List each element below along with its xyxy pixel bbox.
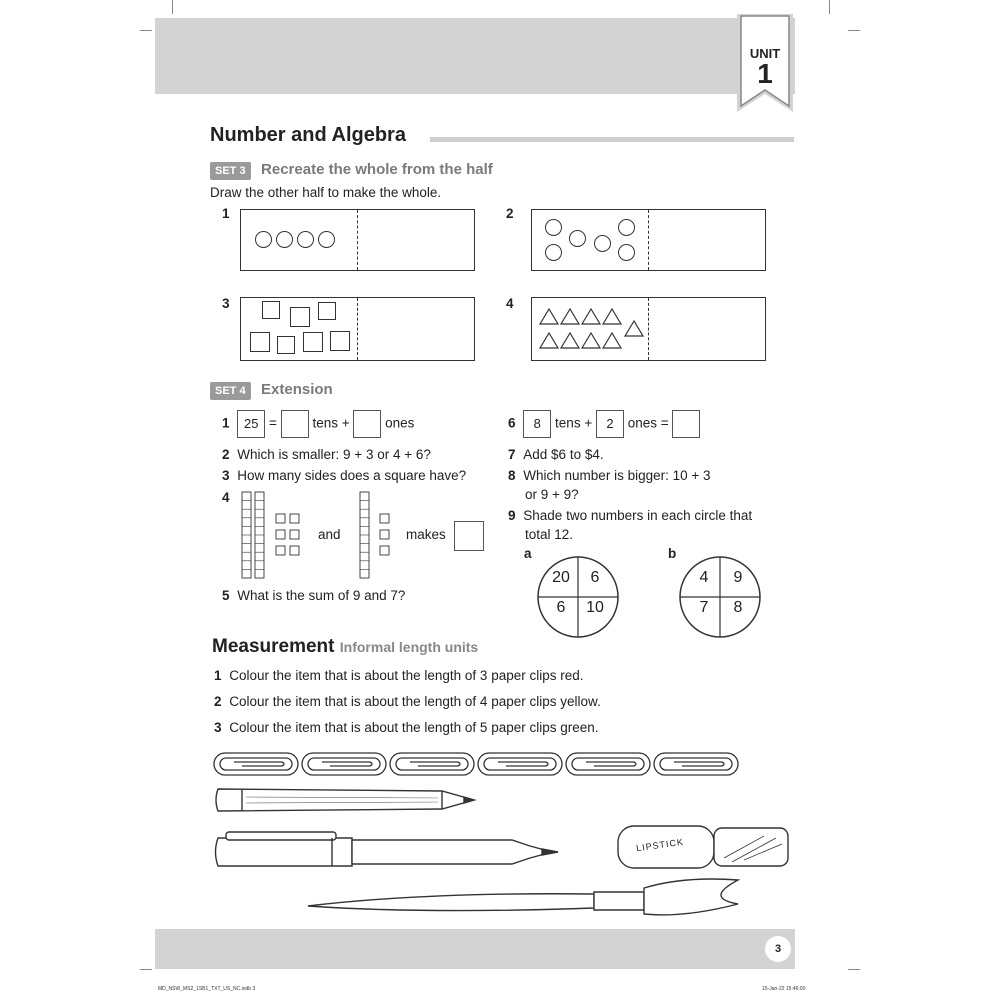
crop-mark [848,969,860,970]
half-drawing-box[interactable] [240,209,475,271]
crop-mark [172,0,173,14]
circle-shape [618,219,635,236]
question-text: or 9 + 9? [525,487,579,502]
crop-mark [140,969,152,970]
wheel-number[interactable]: 8 [733,599,743,616]
circle-shape [545,244,562,261]
base-ten-blocks-icon [354,490,402,582]
base-ten-blocks-icon [238,490,314,582]
question-text: total 12. [525,527,574,542]
item-number: 3 [222,296,230,311]
circle-label: a [524,546,532,561]
paper-clip-icon [390,753,474,775]
answer-box[interactable] [672,410,700,438]
measurement-title: Measurement [212,636,335,657]
wheel-number[interactable]: 6 [590,569,600,586]
wheel-number[interactable]: 4 [699,569,709,586]
item-number: 2 [506,206,514,221]
page-number: 3 [765,936,791,962]
paper-clips-row [212,749,742,781]
question-5 [222,588,405,603]
wheel-number[interactable]: 10 [586,599,604,616]
answer-box-prefilled: 25 [237,410,265,438]
half-drawing-box[interactable] [531,297,766,361]
circle-shape [318,231,335,248]
question-number: 1 [222,415,230,431]
makes-label: makes [406,527,446,542]
ones-label: ones [385,415,415,431]
triangle-shapes [532,298,648,360]
square-shape [303,332,323,352]
title-rule [430,137,794,142]
dashed-midline [648,298,649,360]
answer-box[interactable] [281,410,309,438]
question-text: What is the sum of 9 and 7? [237,588,406,603]
wheel-number[interactable]: 7 [699,599,709,616]
question-3 [222,468,466,483]
measurement-item [214,694,601,709]
section-title: Number and Algebra [210,124,406,146]
wheel-outline [678,555,762,639]
item-number: 1 [222,206,230,221]
question-6 [508,410,700,438]
number-wheel-b [678,555,762,639]
wheel-outline [536,555,620,639]
question-8 [508,468,711,483]
item-number: 4 [506,296,514,311]
set3-header [210,161,493,179]
crop-mark [829,0,830,14]
question-number: 7 [508,447,516,462]
ones-label: ones = [627,415,669,431]
square-shape [330,331,350,351]
half-drawing-box[interactable] [531,209,766,271]
answer-box-prefilled: 8 [523,410,551,438]
footer-band [155,929,795,969]
question-text: Colour the item that is about the length of 5 paper clips green. [229,720,599,735]
dashed-midline [357,210,358,270]
set3-title: Recreate the whole from the half [261,161,493,178]
set3-badge: SET 3 [210,162,251,180]
circle-shape [618,244,635,261]
measurement-item [214,668,584,683]
question-text: Add $6 to $4. [523,447,604,462]
circle-shape [569,230,586,247]
question-text: How many sides does a square have? [237,468,467,483]
pen-icon[interactable] [212,828,564,876]
question-number: 6 [508,415,516,431]
circle-shape [255,231,272,248]
question-text: Colour the item that is about the length of 3 paper clips red. [229,668,584,683]
question-number: 8 [508,468,516,483]
dashed-midline [357,298,358,360]
question-text: Shade two numbers in each circle that [523,508,753,523]
measurement-subtitle: Informal length units [339,639,479,655]
answer-box[interactable] [353,410,381,438]
tens-label: tens + [312,415,350,431]
print-slug: MD_NSW_MS2_1SB1_TXT_US_NC.indb 3 [158,986,256,992]
question-9 [508,508,752,523]
number-wheel-a [536,555,620,639]
set4-badge: SET 4 [210,382,251,400]
circle-shape [545,219,562,236]
square-shape [250,332,270,352]
measurement-item [214,720,599,735]
paintbrush-icon[interactable] [304,878,744,920]
wheel-number[interactable]: 6 [556,599,566,616]
circle-shape [276,231,293,248]
question-number: 3 [222,468,230,483]
unit-label: UNIT [749,46,781,61]
question-text: Colour the item that is about the length of 4 paper clips yellow. [229,694,601,709]
question-7 [508,447,604,462]
unit-number: 1 [757,58,773,89]
question-2 [222,447,431,462]
crop-mark [848,30,860,31]
question-number: 4 [222,490,230,505]
set3-instruction: Draw the other half to make the whole. [210,185,442,200]
pencil-icon[interactable] [212,785,480,815]
question-number: 1 [214,668,222,683]
crop-mark [140,30,152,31]
square-shape [318,302,336,320]
answer-box-prefilled: 2 [596,410,624,438]
measurement-heading [212,636,478,658]
circle-shape [594,235,611,252]
set4-title: Extension [261,381,333,398]
question-1 [222,410,414,438]
square-shape [277,336,295,354]
lipstick-item[interactable] [614,822,794,872]
question-number: 2 [222,447,230,462]
circle-shape [297,231,314,248]
set4-header [210,381,333,399]
half-drawing-box[interactable] [240,297,475,361]
lipstick-label: LIPSTICK [635,836,685,854]
print-timestamp: 15-Jan-22 15:46:00 [762,986,806,992]
tens-label: tens + [555,415,593,431]
square-shape [290,307,310,327]
paper-clip-icon [478,753,562,775]
answer-box[interactable] [454,521,484,551]
paper-clip-icon [566,753,650,775]
square-shape [262,301,280,319]
equals-sign: = [269,415,277,431]
question-number: 9 [508,508,516,523]
question-text: Which number is bigger: 10 + 3 [523,468,711,483]
question-number: 5 [222,588,230,603]
dashed-midline [648,210,649,270]
question-number: 3 [214,720,222,735]
and-label: and [318,527,341,542]
paper-clip-icon [214,753,298,775]
question-number: 2 [214,694,222,709]
header-band [155,18,795,94]
wheel-number[interactable]: 20 [552,569,570,586]
question-text: Which is smaller: 9 + 3 or 4 + 6? [237,447,431,462]
paper-clip-icon [302,753,386,775]
circle-label: b [668,546,677,561]
paper-clip-icon [654,753,738,775]
wheel-number[interactable]: 9 [733,569,743,586]
